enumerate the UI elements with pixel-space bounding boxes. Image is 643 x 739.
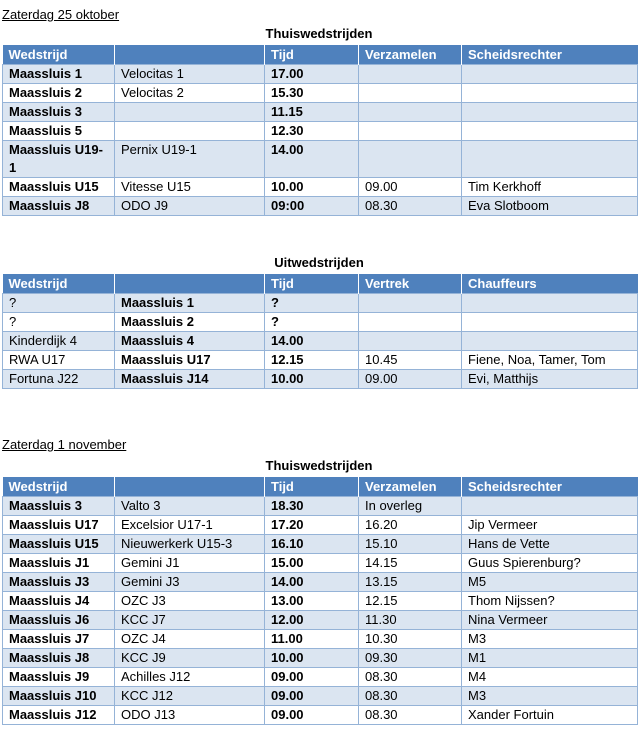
table-cell: KCC J12 [115, 687, 265, 706]
table-cell: 15.10 [359, 535, 462, 554]
table-cell: Thom Nijssen? [462, 592, 638, 611]
table-cell: 17.00 [265, 65, 359, 84]
table-cell: 09.00 [265, 668, 359, 687]
table-cell [462, 141, 638, 178]
table-cell: M4 [462, 668, 638, 687]
table-row [3, 197, 638, 216]
table-cell [359, 84, 462, 103]
column-header: Tijd [265, 274, 359, 294]
away-matches-title-1: Uitwedstrijden [274, 255, 364, 270]
table-cell: Maassluis 2 [3, 84, 115, 103]
table-cell: 09:00 [265, 197, 359, 216]
table-cell: Maassluis U15 [3, 535, 115, 554]
table-cell: 10.45 [359, 351, 462, 370]
table-cell: Vitesse U15 [115, 178, 265, 197]
table-cell: 15.00 [265, 554, 359, 573]
table-cell: RWA U17 [3, 351, 115, 370]
table-cell: 16.10 [265, 535, 359, 554]
table-cell: Maassluis J8 [3, 197, 115, 216]
table-cell: ? [265, 294, 359, 313]
table-cell: OZC J4 [115, 630, 265, 649]
table-row [3, 294, 638, 313]
table-cell: Maassluis J14 [115, 370, 265, 389]
table-cell: Maassluis J12 [3, 706, 115, 725]
table-cell: Maassluis 3 [3, 103, 115, 122]
table-cell: Excelsior U17-1 [115, 516, 265, 535]
table-row [3, 332, 638, 351]
table-cell: 14.00 [265, 573, 359, 592]
table-cell: Maassluis J1 [3, 554, 115, 573]
table-cell: 12.00 [265, 611, 359, 630]
date-heading-2: Zaterdag 1 november [2, 437, 127, 452]
table-cell: Maassluis J6 [3, 611, 115, 630]
table-cell: Maassluis 1 [115, 294, 265, 313]
table-cell: Maassluis J3 [3, 573, 115, 592]
table-cell: 14.00 [265, 141, 359, 178]
table-cell: 10.00 [265, 649, 359, 668]
table-row [3, 630, 638, 649]
table-cell [462, 313, 638, 332]
column-header: Wedstrijd [3, 45, 115, 65]
table-cell [462, 294, 638, 313]
table-cell: Achilles J12 [115, 668, 265, 687]
table-cell [462, 122, 638, 141]
table-cell [359, 332, 462, 351]
table-cell: 09.00 [265, 687, 359, 706]
table-cell: 08.30 [359, 687, 462, 706]
table-cell: 11.00 [265, 630, 359, 649]
table-cell: Maassluis 5 [3, 122, 115, 141]
table-cell: Maassluis U17 [115, 351, 265, 370]
table-cell: ODO J9 [115, 197, 265, 216]
table-cell: 09.00 [265, 706, 359, 725]
table-cell: 14.15 [359, 554, 462, 573]
table-cell: 14.00 [265, 332, 359, 351]
table-cell: Kinderdijk 4 [3, 332, 115, 351]
table-cell: In overleg [359, 497, 462, 516]
table-cell: Evi, Matthijs [462, 370, 638, 389]
table-cell: Maassluis U19-1 [3, 141, 115, 178]
table-cell: Velocitas 1 [115, 65, 265, 84]
table-row [3, 687, 638, 706]
away-matches-table-1 [2, 274, 638, 389]
table-row [3, 351, 638, 370]
table-cell: Maassluis J10 [3, 687, 115, 706]
header-row [3, 274, 638, 294]
column-header [115, 477, 265, 497]
table-cell: OZC J3 [115, 592, 265, 611]
table-row [3, 84, 638, 103]
table-row [3, 573, 638, 592]
table-cell: 08.30 [359, 668, 462, 687]
column-header: Verzamelen [359, 477, 462, 497]
table-cell [462, 84, 638, 103]
table-cell [462, 332, 638, 351]
home-matches-table-2 [2, 477, 638, 725]
table-cell: 09.00 [359, 178, 462, 197]
table-cell [359, 103, 462, 122]
table-cell: Xander Fortuin [462, 706, 638, 725]
column-header: Vertrek [359, 274, 462, 294]
column-header: Wedstrijd [3, 477, 115, 497]
table-cell: 10.00 [265, 178, 359, 197]
table-cell: 12.15 [265, 351, 359, 370]
date-heading-1: Zaterdag 25 oktober [2, 7, 120, 22]
table-cell: ? [265, 313, 359, 332]
table-row [3, 103, 638, 122]
table-cell: Maassluis J7 [3, 630, 115, 649]
table-cell: 16.20 [359, 516, 462, 535]
table-cell [359, 294, 462, 313]
column-header: Wedstrijd [3, 274, 115, 294]
table-cell: Nieuwerkerk U15-3 [115, 535, 265, 554]
table-cell: Maassluis J4 [3, 592, 115, 611]
table-cell: 10.30 [359, 630, 462, 649]
table-cell: Maassluis 1 [3, 65, 115, 84]
column-header [115, 274, 265, 294]
table-row [3, 611, 638, 630]
table-cell: Pernix U19-1 [115, 141, 265, 178]
table-cell: 09.30 [359, 649, 462, 668]
table-cell: Maassluis J9 [3, 668, 115, 687]
table-cell: 11.30 [359, 611, 462, 630]
table-cell: Valto 3 [115, 497, 265, 516]
table-cell: Hans de Vette [462, 535, 638, 554]
table-cell: ODO J13 [115, 706, 265, 725]
table-cell [359, 122, 462, 141]
table-cell: M1 [462, 649, 638, 668]
table-cell [462, 497, 638, 516]
table-cell [359, 313, 462, 332]
table-cell: KCC J9 [115, 649, 265, 668]
table-cell: M3 [462, 630, 638, 649]
home-matches-table-1 [2, 45, 638, 216]
table-row [3, 370, 638, 389]
table-cell: M5 [462, 573, 638, 592]
table-row [3, 535, 638, 554]
table-cell: Guus Spierenburg? [462, 554, 638, 573]
table-cell: Gemini J3 [115, 573, 265, 592]
column-header: Scheidsrechter [462, 477, 638, 497]
table-cell: Jip Vermeer [462, 516, 638, 535]
table-cell [115, 122, 265, 141]
table-cell: Maassluis 4 [115, 332, 265, 351]
table-cell: Fortuna J22 [3, 370, 115, 389]
column-header: Verzamelen [359, 45, 462, 65]
table-cell: Velocitas 2 [115, 84, 265, 103]
table-cell: Maassluis 3 [3, 497, 115, 516]
table-row [3, 592, 638, 611]
home-matches-title-2: Thuiswedstrijden [265, 458, 373, 473]
column-header: Tijd [265, 45, 359, 65]
table-cell: Nina Vermeer [462, 611, 638, 630]
table-row [3, 649, 638, 668]
table-cell [462, 103, 638, 122]
column-header: Tijd [265, 477, 359, 497]
table-cell: M3 [462, 687, 638, 706]
table-cell: 15.30 [265, 84, 359, 103]
table-cell: 12.30 [265, 122, 359, 141]
table-row [3, 497, 638, 516]
table-cell: ? [3, 313, 115, 332]
table-row [3, 668, 638, 687]
table-cell: 11.15 [265, 103, 359, 122]
home-matches-title-1: Thuiswedstrijden [265, 26, 373, 41]
column-header: Scheidsrechter [462, 45, 638, 65]
table-cell: KCC J7 [115, 611, 265, 630]
table-cell: Maassluis U15 [3, 178, 115, 197]
table-cell [462, 65, 638, 84]
table-row [3, 65, 638, 84]
table-cell: Tim Kerkhoff [462, 178, 638, 197]
table-cell: 10.00 [265, 370, 359, 389]
table-cell: 18.30 [265, 497, 359, 516]
table-cell: 13.00 [265, 592, 359, 611]
table-cell: 08.30 [359, 197, 462, 216]
table-cell [115, 103, 265, 122]
table-row [3, 141, 638, 178]
table-cell: Maassluis J8 [3, 649, 115, 668]
header-row [3, 45, 638, 65]
table-cell: Eva Slotboom [462, 197, 638, 216]
table-row [3, 178, 638, 197]
table-row [3, 516, 638, 535]
table-cell: ? [3, 294, 115, 313]
header-row [3, 477, 638, 497]
table-cell: 13.15 [359, 573, 462, 592]
table-cell: 12.15 [359, 592, 462, 611]
column-header: Chauffeurs [462, 274, 638, 294]
table-cell: 09.00 [359, 370, 462, 389]
table-cell: Maassluis U17 [3, 516, 115, 535]
table-cell: Maassluis 2 [115, 313, 265, 332]
table-row [3, 313, 638, 332]
table-row [3, 706, 638, 725]
table-cell: 08.30 [359, 706, 462, 725]
column-header [115, 45, 265, 65]
table-cell [359, 65, 462, 84]
table-cell: 17.20 [265, 516, 359, 535]
table-row [3, 122, 638, 141]
table-cell [359, 141, 462, 178]
table-cell: Fiene, Noa, Tamer, Tom [462, 351, 638, 370]
table-cell: Gemini J1 [115, 554, 265, 573]
table-row [3, 554, 638, 573]
